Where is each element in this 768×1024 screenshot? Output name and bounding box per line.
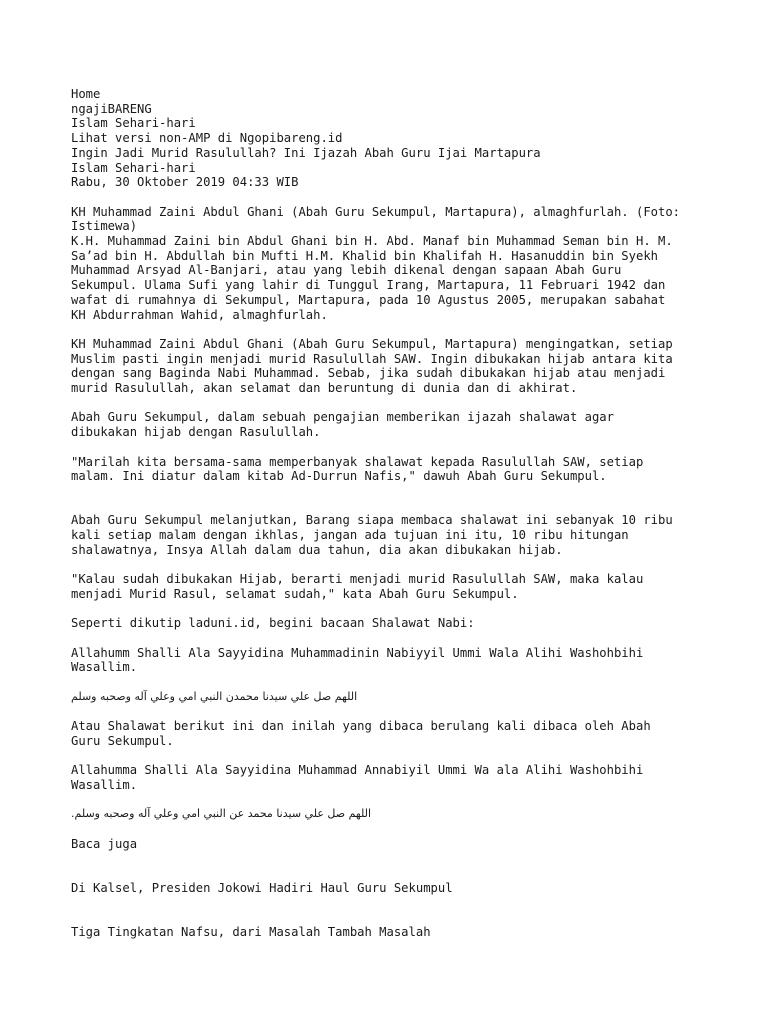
article-date: Rabu, 30 Oktober 2019 04:33 WIB: [71, 175, 299, 190]
related-article-link[interactable]: Di Kalsel, Presiden Jokowi Hadiri Haul Guru Sekumpul: [71, 880, 453, 895]
quote-paragraph: "Marilah kita bersama-sama memperbanyak shalawat kepada Rasulullah SAW, setiap malam. Ini diatur dalam kitab Ad-Durrun Nafis," dawuh Abah Guru Sekumpul.: [71, 454, 644, 484]
article-title: Ingin Jadi Murid Rasulullah? Ini Ijazah Abah Guru Ijai Martapura: [71, 145, 541, 160]
body-paragraph: KH Muhammad Zaini Abdul Ghani (Abah Guru Sekumpul, Martapura) mengingatkan, setiap Muslim pasti ingin menjadi murid Rasulullah SAW. Ingin dibukakan hijab antara kita dengan sang Baginda Nabi Muhammad. Sebab, jika sudah dibukakan hijab atau menjadi murid Rasulullah, akan selamat dan beruntung di dunia dan di akhirat.: [71, 336, 673, 396]
source-paragraph: Seperti dikutip laduni.id, begini bacaan Shalawat Nabi:: [71, 616, 475, 631]
photo-caption: KH Muhammad Zaini Abdul Ghani (Abah Guru Sekumpul, Martapura), almaghfurlah. (Foto: Istimewa): [71, 204, 681, 234]
nav-category-link[interactable]: Islam Sehari-hari: [71, 116, 196, 131]
body-paragraph: Abah Guru Sekumpul, dalam sebuah pengajian memberikan ijazah shalawat agar dibukakan hijab dengan Rasulullah.: [71, 410, 614, 440]
quote-paragraph: "Kalau sudah dibukakan Hijab, berarti menjadi murid Rasulullah SAW, maka kalau menjadi Murid Rasul, selamat sudah," kata Abah Guru Sekumpul.: [71, 572, 644, 601]
body-paragraph: Abah Guru Sekumpul melanjutkan, Barang siapa membaca shalawat ini sebanyak 10 ribu kali setiap malam dengan ikhlas, jangan ada tujuan ini itu, 10 ribu hitungan shalawatnya, Insya Allah dalam dua tahun, dia akan dibukakan hijab.: [71, 513, 673, 557]
article-page: [71, 87, 711, 940]
shalawat-latin: Allahumm Shalli Ala Sayyidina Muhammadinin Nabiyyil Ummi Wala Alihi Washohbihi Wasallim.: [71, 645, 644, 675]
article-category-link[interactable]: Islam Sehari-hari: [71, 160, 196, 175]
non-amp-link[interactable]: Lihat versi non-AMP di Ngopibareng.id: [71, 131, 343, 146]
nav-home-link[interactable]: Home: [71, 87, 101, 101]
site-name-link[interactable]: ngajiBARENG: [71, 101, 152, 116]
shalawat-arabic: اللهم صل علي سيدنا محمدن النبي امي وعلي آله وصحبه وسلم: [71, 689, 358, 703]
related-article-link[interactable]: Tiga Tingkatan Nafsu, dari Masalah Tambah Masalah: [71, 924, 431, 939]
read-also-heading: Baca juga: [71, 836, 138, 851]
shalawat-arabic: اللهم صل علي سيدنا محمد عن النبي امي وعلي آله وصحبه وسلم.: [71, 807, 372, 821]
shalawat-latin: Allahumma Shalli Ala Sayyidina Muhammad Annabiyil Ummi Wa ala Alihi Washohbihi Wasallim.: [71, 763, 644, 792]
body-paragraph: Atau Shalawat berikut ini dan inilah yang dibaca berulang kali dibaca oleh Abah Guru Sekumpul.: [71, 719, 651, 748]
bio-paragraph: K.H. Muhammad Zaini bin Abdul Ghani bin H. Abd. Manaf bin Muhammad Seman bin H. M. Sa’ad bin H. Abdullah bin Mufti H.M. Khalid bin Khalifah H. Hasanuddin bin Syekh Muhammad Arsyad Al-Banjari, atau yang lebih dikenal dengan sapaan Abah Guru Sekumpul. Ulama Sufi yang lahir di Tunggul Irang, Martapura, 11 Februari 1942 dan wafat di rumahnya di Sekumpul, Martapura, pada 10 Agustus 2005, merupakan sabahat KH Abdurrahman Wahid, almaghfurlah.: [71, 234, 673, 322]
